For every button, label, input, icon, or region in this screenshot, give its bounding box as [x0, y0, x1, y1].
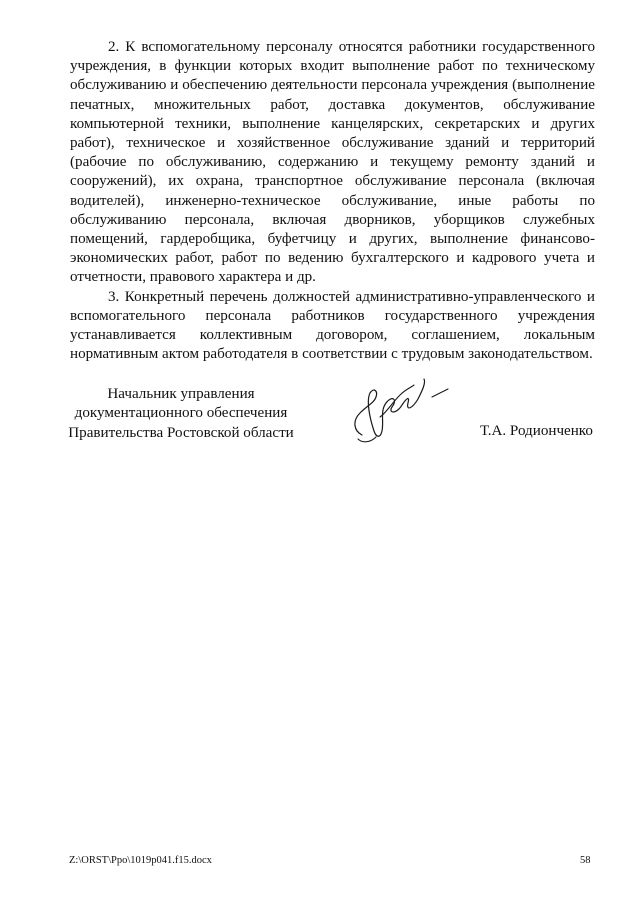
paragraph-3: 3. Конкретный перечень должностей административно-управленческого и вспомогательного персонала работников государственного учреждения устанавливается коллективным договором, соглашением, локальным нормативным актом работодателя в соответствии с трудовым законодательством. [70, 288, 595, 363]
footer-file-path: Z:\ORST\Ppo\1019p041.f15.docx [69, 855, 212, 866]
position-line: Правительства Ростовской области [68, 424, 294, 441]
signer-name: Т.А. Родионченко [480, 423, 593, 439]
position-line: документационного обеспечения [74, 405, 288, 422]
position-line: Начальник управления [107, 386, 255, 402]
signature-block [0, 385, 640, 465]
page-number: 58 [580, 855, 591, 866]
document-body [70, 38, 595, 364]
paragraph-2: 2. К вспомогательному персоналу относятся работники государственного учреждения, в функции которых входит выполнение работ по техническому обслуживанию и обеспечению деятельности персонала учреждения (выполнение печатных, множительных работ, доставка документов, обслуживание компьютерной техники, выполнение канцелярских, секретарских и других работ), техническое и хозяйственное обслуживание зданий и территорий (рабочие по обслуживанию, содержанию и текущему ремонту зданий и сооружений), их охрана, транспортное обслуживание персонала (включая водителей), инженерно-техническое обслуживание, иные работы по обслуживанию персонала, включая дворников, уборщиков служебных помещений, гардеробщика, буфетчицу и других, выполнение финансово-экономических работ, работ по ведению бухгалтерского и кадрового учета и отчетности, правового характера и др. [70, 39, 595, 286]
handwritten-signature [340, 373, 460, 453]
signer-position [62, 385, 300, 443]
